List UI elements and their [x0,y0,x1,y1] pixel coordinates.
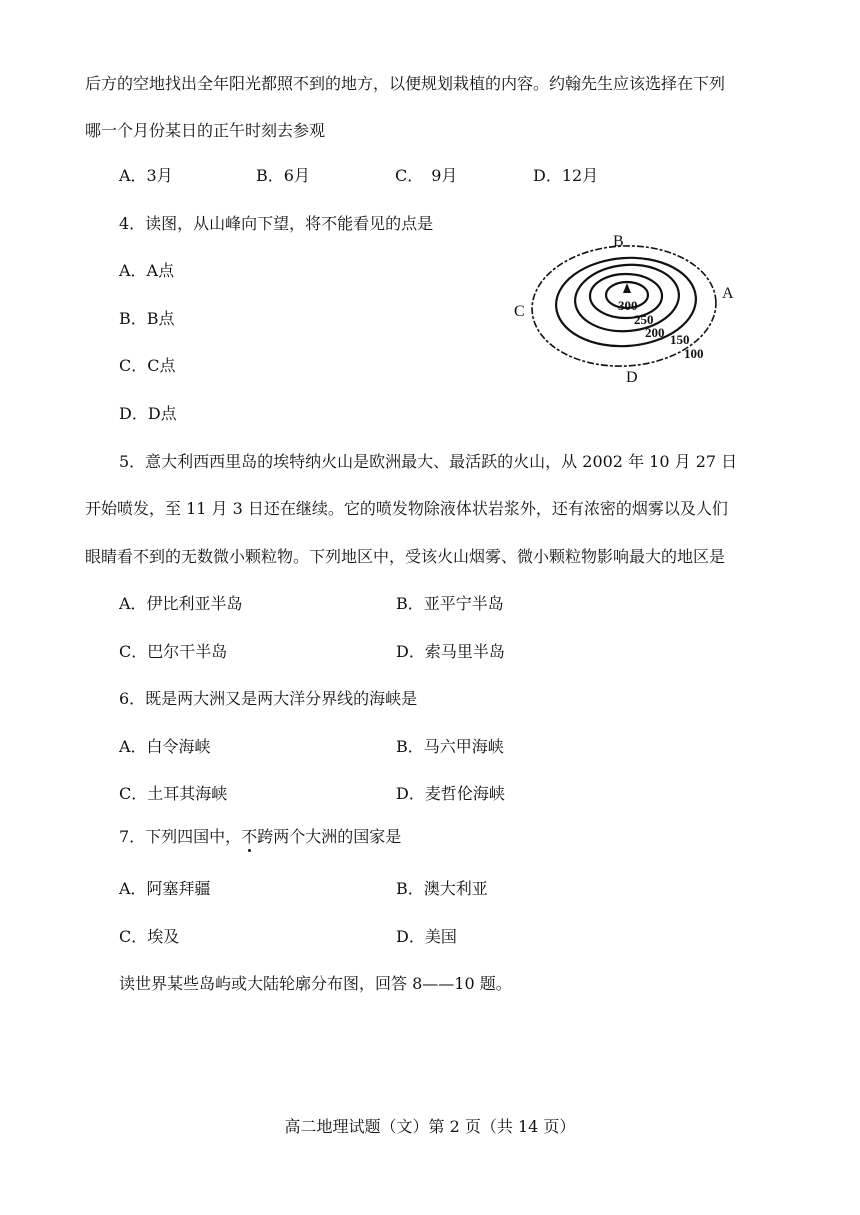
q8-10-intro: 读世界某些岛屿或大陆轮廓分布图，回答 8——10 题。 [119,974,512,993]
q3-stem-line1: 后方的空地找出全年阳光都照不到的地方，以便规划栽植的内容。约翰先生应该选择在下列 [85,74,726,93]
q6-option-a: A．白令海峡 [119,737,211,756]
q7-stem-before: 7．下列四国中， [119,827,242,846]
q5-option-d: D．索马里半岛 [396,642,505,661]
q7-option-c: C．埃及 [119,927,180,946]
point-label-d: D [626,369,638,386]
point-label-b: B [613,233,624,250]
q4-option-d: D．D点 [119,404,177,423]
q5-stem-line1: 5．意大利西西里岛的埃特纳火山是欧洲最大、最活跃的火山，从 2002 年 10 月 27 日 [119,452,738,471]
q7-stem-emphasis: 不 [241,827,258,846]
point-label-a: A [722,285,734,302]
contour-map [510,228,750,388]
point-label-c: C [514,303,525,320]
contour-label-200: 200 [645,325,665,340]
q5-stem-line3: 眼睛看不到的无数微小颗粒物。下列地区中，受该火山烟雾、微小颗粒物影响最大的地区是 [85,547,726,566]
q4-option-c: C．C点 [119,356,176,375]
contour-label-100: 100 [684,346,704,361]
q7-option-b: B．澳大利亚 [396,879,488,898]
q3-options [119,165,719,187]
q7-option-a: A．阿塞拜疆 [119,879,211,898]
q4-option-b: B．B点 [119,309,175,328]
q3-option-c: C． 9月 [395,166,458,185]
contour-label-250: 250 [634,312,654,327]
q7-stem [119,826,401,848]
q6-option-d: D．麦哲伦海峡 [396,784,505,803]
q5-option-a: A．伊比利亚半岛 [119,594,243,613]
q7-option-d: D．美国 [396,927,457,946]
q3-stem-line2: 哪一个月份某日的正午时刻去参观 [85,121,326,140]
q5-option-b: B．亚平宁半岛 [396,594,504,613]
page-footer: 高二地理试题（文）第 2 页（共 14 页） [284,1117,576,1136]
contour-label-300: 300 [618,298,638,313]
q7-stem-after: 跨两个大洲的国家是 [257,827,402,846]
q6-stem: 6．既是两大洲又是两大洋分界线的海峡是 [119,689,418,708]
peak-icon [623,283,631,293]
q6-option-c: C．土耳其海峡 [119,784,228,803]
q4-option-a: A．A点 [119,261,175,280]
q5-stem-line2: 开始喷发，至 11 月 3 日还在继续。它的喷发物除液体状岩浆外，还有浓密的烟雾以及人们 [85,499,728,518]
contour-label-150: 150 [670,332,690,347]
q4-stem: 4．读图，从山峰向下望，将不能看见的点是 [119,214,434,233]
q5-option-c: C．巴尔干半岛 [119,642,228,661]
q6-option-b: B．马六甲海峡 [396,737,504,756]
q3-option-a: A．3月 [119,166,173,185]
q3-option-b: B．6月 [256,166,310,185]
q3-option-d: D．12月 [533,166,599,185]
